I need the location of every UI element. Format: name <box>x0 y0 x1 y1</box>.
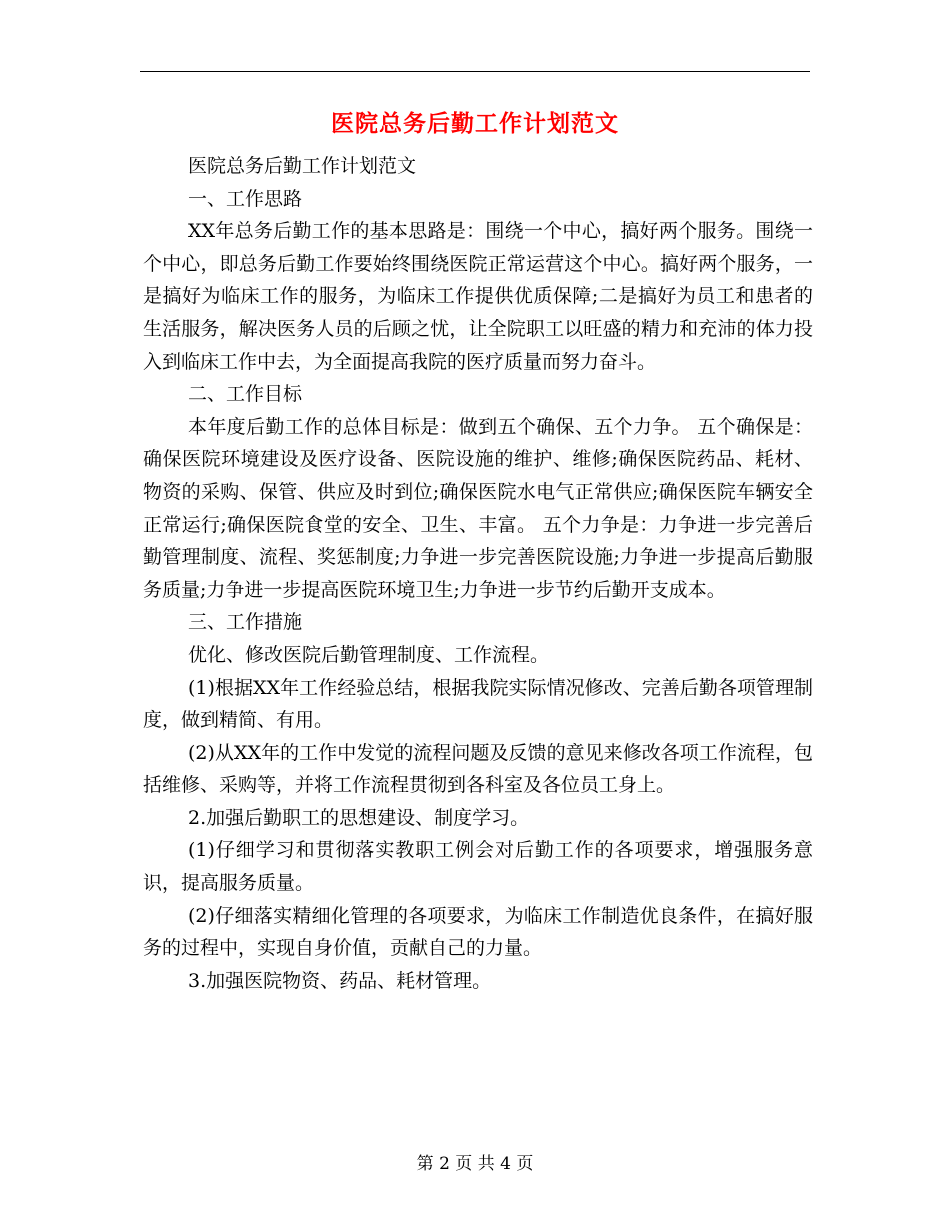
header-rule <box>140 71 810 72</box>
section-heading-2: 二、工作目标 <box>188 383 303 406</box>
document-body <box>143 150 813 997</box>
paragraph: (1)仔细学习和贯彻落实教职工例会对后勤工作的各项要求，增强服务意识，提高服务质量。 <box>143 839 813 895</box>
paragraph: 2.加强后勤职工的思想建设、制度学习。 <box>188 806 530 829</box>
paragraph: 3.加强医院物资、药品、耗材管理。 <box>188 969 492 992</box>
page-number-footer: 第 2 页 共 4 页 <box>416 1154 534 1174</box>
paragraph: (2)从XX年的工作中发觉的流程问题及反馈的意见来修改各项工作流程，包括维修、采购等，并将工作流程贯彻到各科室及各位员工身上。 <box>143 741 813 797</box>
paragraph: 优化、修改医院后勤管理制度、工作流程。 <box>188 643 550 666</box>
paragraph: (1)根据XX年工作经验总结，根据我院实际情况修改、完善后勤各项管理制度，做到精简、有用。 <box>143 676 813 732</box>
paragraph: 本年度后勤工作的总体目标是：做到五个确保、五个力争。 五个确保是：确保医院环境建设及医疗设备、医院设施的维护、维修;确保医院药品、耗材、物资的采购、保管、供应及时到位;确保医院水电气正常供应;确保医院车辆安全正常运行;确保医院食堂的安全、卫生、丰富。 五个力争是：力争进一步完善后勤管理制度、流程、奖惩制度;力争进一步完善医院设施;力争进一步提高后勤服务质量;力争进一步提高医院环境卫生;力争进一步节约后勤开支成本。 <box>143 415 813 601</box>
section-heading-1: 一、工作思路 <box>188 187 303 210</box>
paragraph: XX年总务后勤工作的基本思路是：围绕一个中心，搞好两个服务。围绕一个中心，即总务后勤工作要始终围绕医院正常运营这个中心。搞好两个服务，一是搞好为临床工作的服务，为临床工作提供优质保障;二是搞好为员工和患者的生活服务，解决医务人员的后顾之忧，让全院职工以旺盛的精力和充沛的体力投入到临床工作中去，为全面提高我院的医疗质量而努力奋斗。 <box>143 220 813 373</box>
paragraph-subtitle: 医院总务后勤工作计划范文 <box>188 155 417 177</box>
document-title: 医院总务后勤工作计划范文 <box>331 110 619 137</box>
paragraph: (2)仔细落实精细化管理的各项要求，为临床工作制造优良条件，在搞好服务的过程中，实现自身价值，贡献自己的力量。 <box>143 904 813 960</box>
section-heading-3: 三、工作措施 <box>188 611 303 634</box>
